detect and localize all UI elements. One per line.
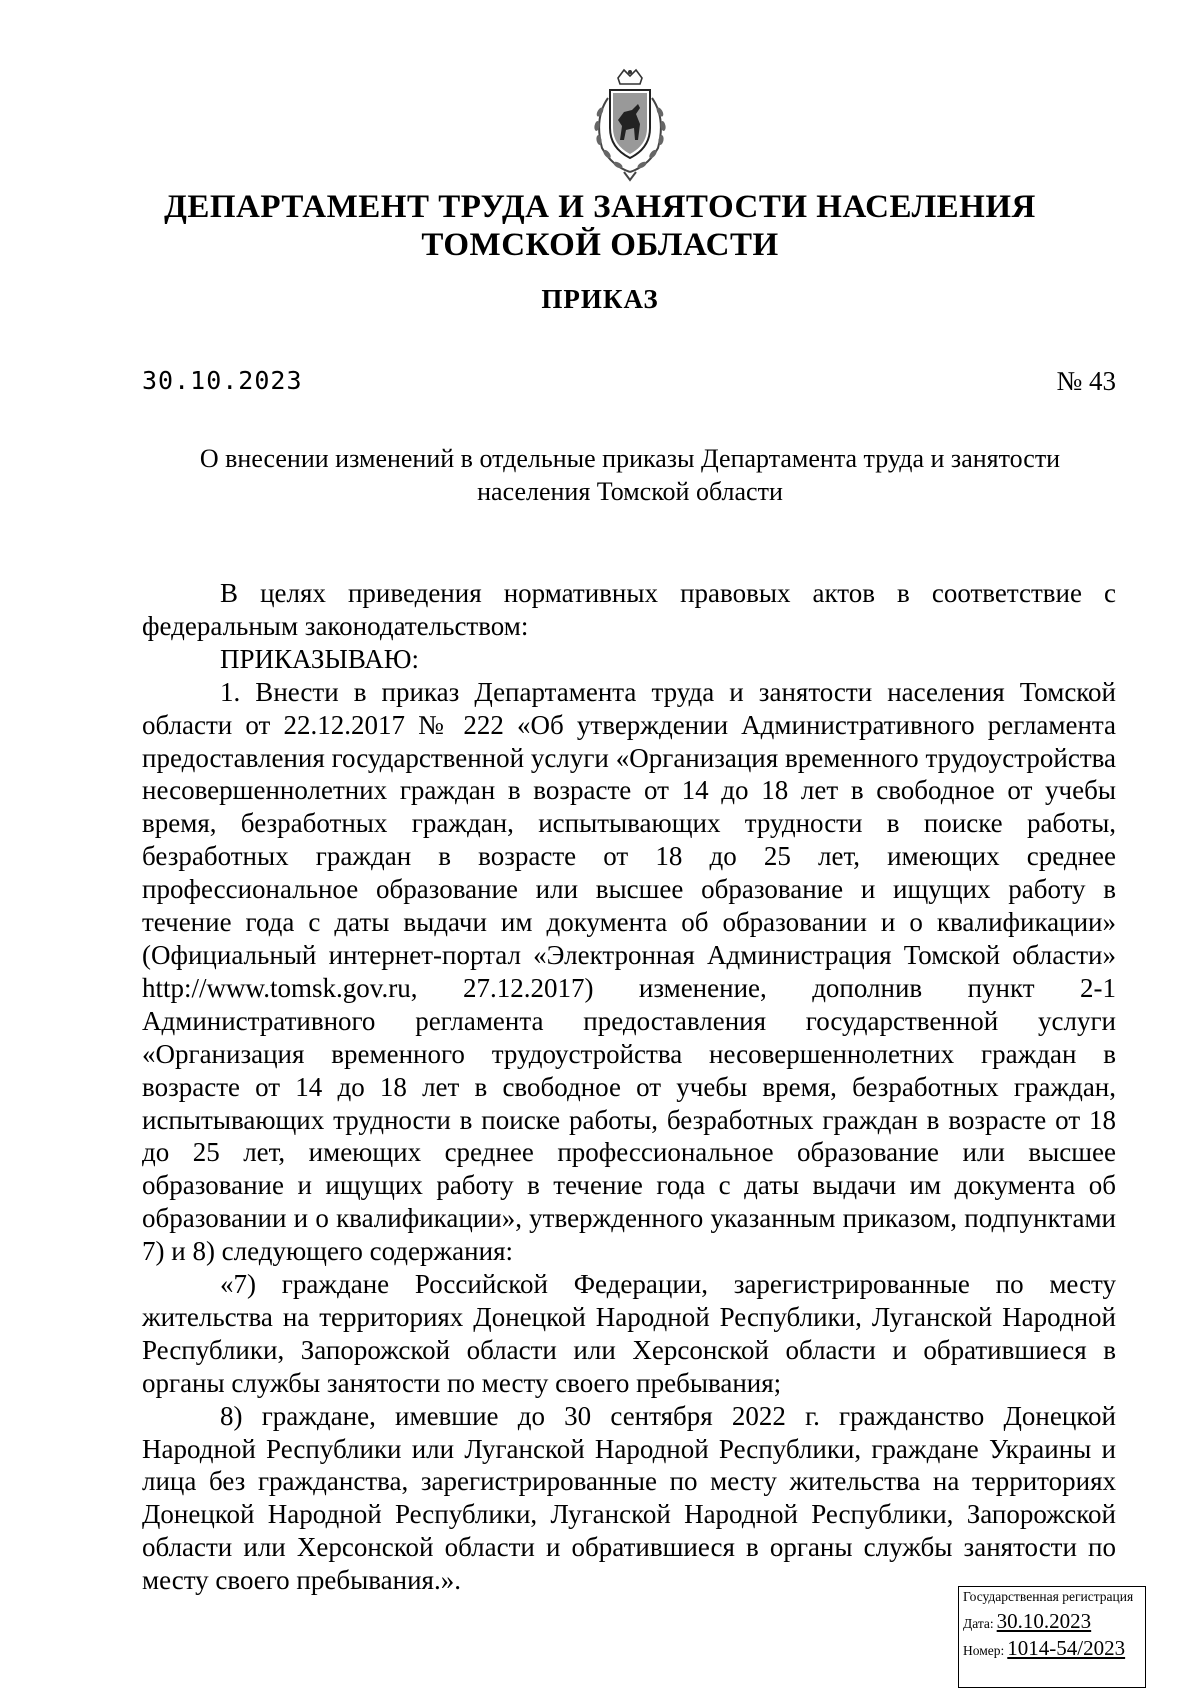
intro-paragraph: В целях приведения нормативных правовых актов в соответствие с федеральным законодательством:: [142, 578, 1116, 641]
stamp-date-label: Дата:: [963, 1616, 994, 1631]
subitem-8-paragraph: 8) граждане, имевшие до 30 сентября 2022 г. гражданство Донецкой Народной Республики или Луганской Народной Республики, граждане Украины и лица без гражданства, зарегистрированные по месту жительства на территориях Донецкой Народной Республики, Луганской Народной Республики, Запорожской области или Херсонской области и обратившиеся в органы службы занятости по месту своего пребывания.».: [142, 1400, 1116, 1596]
item-1-paragraph: 1. Внести в приказ Департамента труда и занятости населения Томской области от 22.12.2017 № 222 «Об утверждении Административного регламента предоставления государственной услуги «Организация временного трудоустройства несовершеннолетних граждан в возрасте от 14 до 18 лет в свободное от учебы время, безработных граждан, испытывающих трудности в поиске работы, безработных граждан в возрасте от 18 до 25 лет, имеющих среднее профессиональное образование или высшее образование и ищущих работу в течение года с даты выдачи им документа об образовании и о квалификации» (Официальный интернет-портал «Электронная Администрация Томской области» http://www.tomsk.gov.ru, 27.12.2017) изменение, дополнив пункт 2-1 Административного регламента предоставления государственной услуги «Организация временного трудоустройства несовершеннолетних граждан в возрасте от 14 до 18 лет в свободное от учебы время, безработных граждан, испытывающих трудности в поиске работы, безработных граждан в возрасте от 18 до 25 лет, имеющих среднее профессиональное образование или высшее образование и ищущих работу в течение года с даты выдачи им документа об образовании и о квалификации», утвержденного указанным приказом, подпунктами 7) и 8) следующего содержания:: [142, 676, 1116, 1267]
registration-stamp: [958, 1586, 1146, 1688]
stamp-title: Государственная регистрация: [963, 1589, 1134, 1604]
document-subject: [140, 442, 1120, 508]
tomsk-oblast-coat-of-arms-icon: [580, 68, 680, 184]
stamp-number-value: 1014-54/2023: [1007, 1636, 1126, 1660]
stamp-number-label: Номер:: [963, 1643, 1005, 1658]
document-body: [142, 577, 1116, 1597]
document-number: № 43: [1056, 366, 1116, 396]
document-date: 30.10.2023: [142, 366, 303, 395]
subject-line1: О внесении изменений в отдельные приказы Департамента труда и занятости: [199, 444, 1061, 473]
document-type: ПРИКАЗ: [541, 284, 659, 314]
organization-name-line1: ДЕПАРТАМЕНТ ТРУДА И ЗАНЯТОСТИ НАСЕЛЕНИЯ: [164, 189, 1036, 225]
stamp-date-value: 30.10.2023: [996, 1609, 1092, 1633]
subitem-7-paragraph: «7) граждане Российской Федерации, зарегистрированные по месту жительства на территориях Донецкой Народной Республики, Луганской Народной Республики, Запорожской области или Херсонской области и обратившиеся в органы службы занятости по месту своего пребывания;: [142, 1269, 1116, 1398]
order-word: ПРИКАЗЫВАЮ:: [220, 643, 419, 674]
subject-line2: населения Томской области: [477, 477, 783, 506]
organization-name-line2: ТОМСКОЙ ОБЛАСТИ: [421, 227, 779, 263]
